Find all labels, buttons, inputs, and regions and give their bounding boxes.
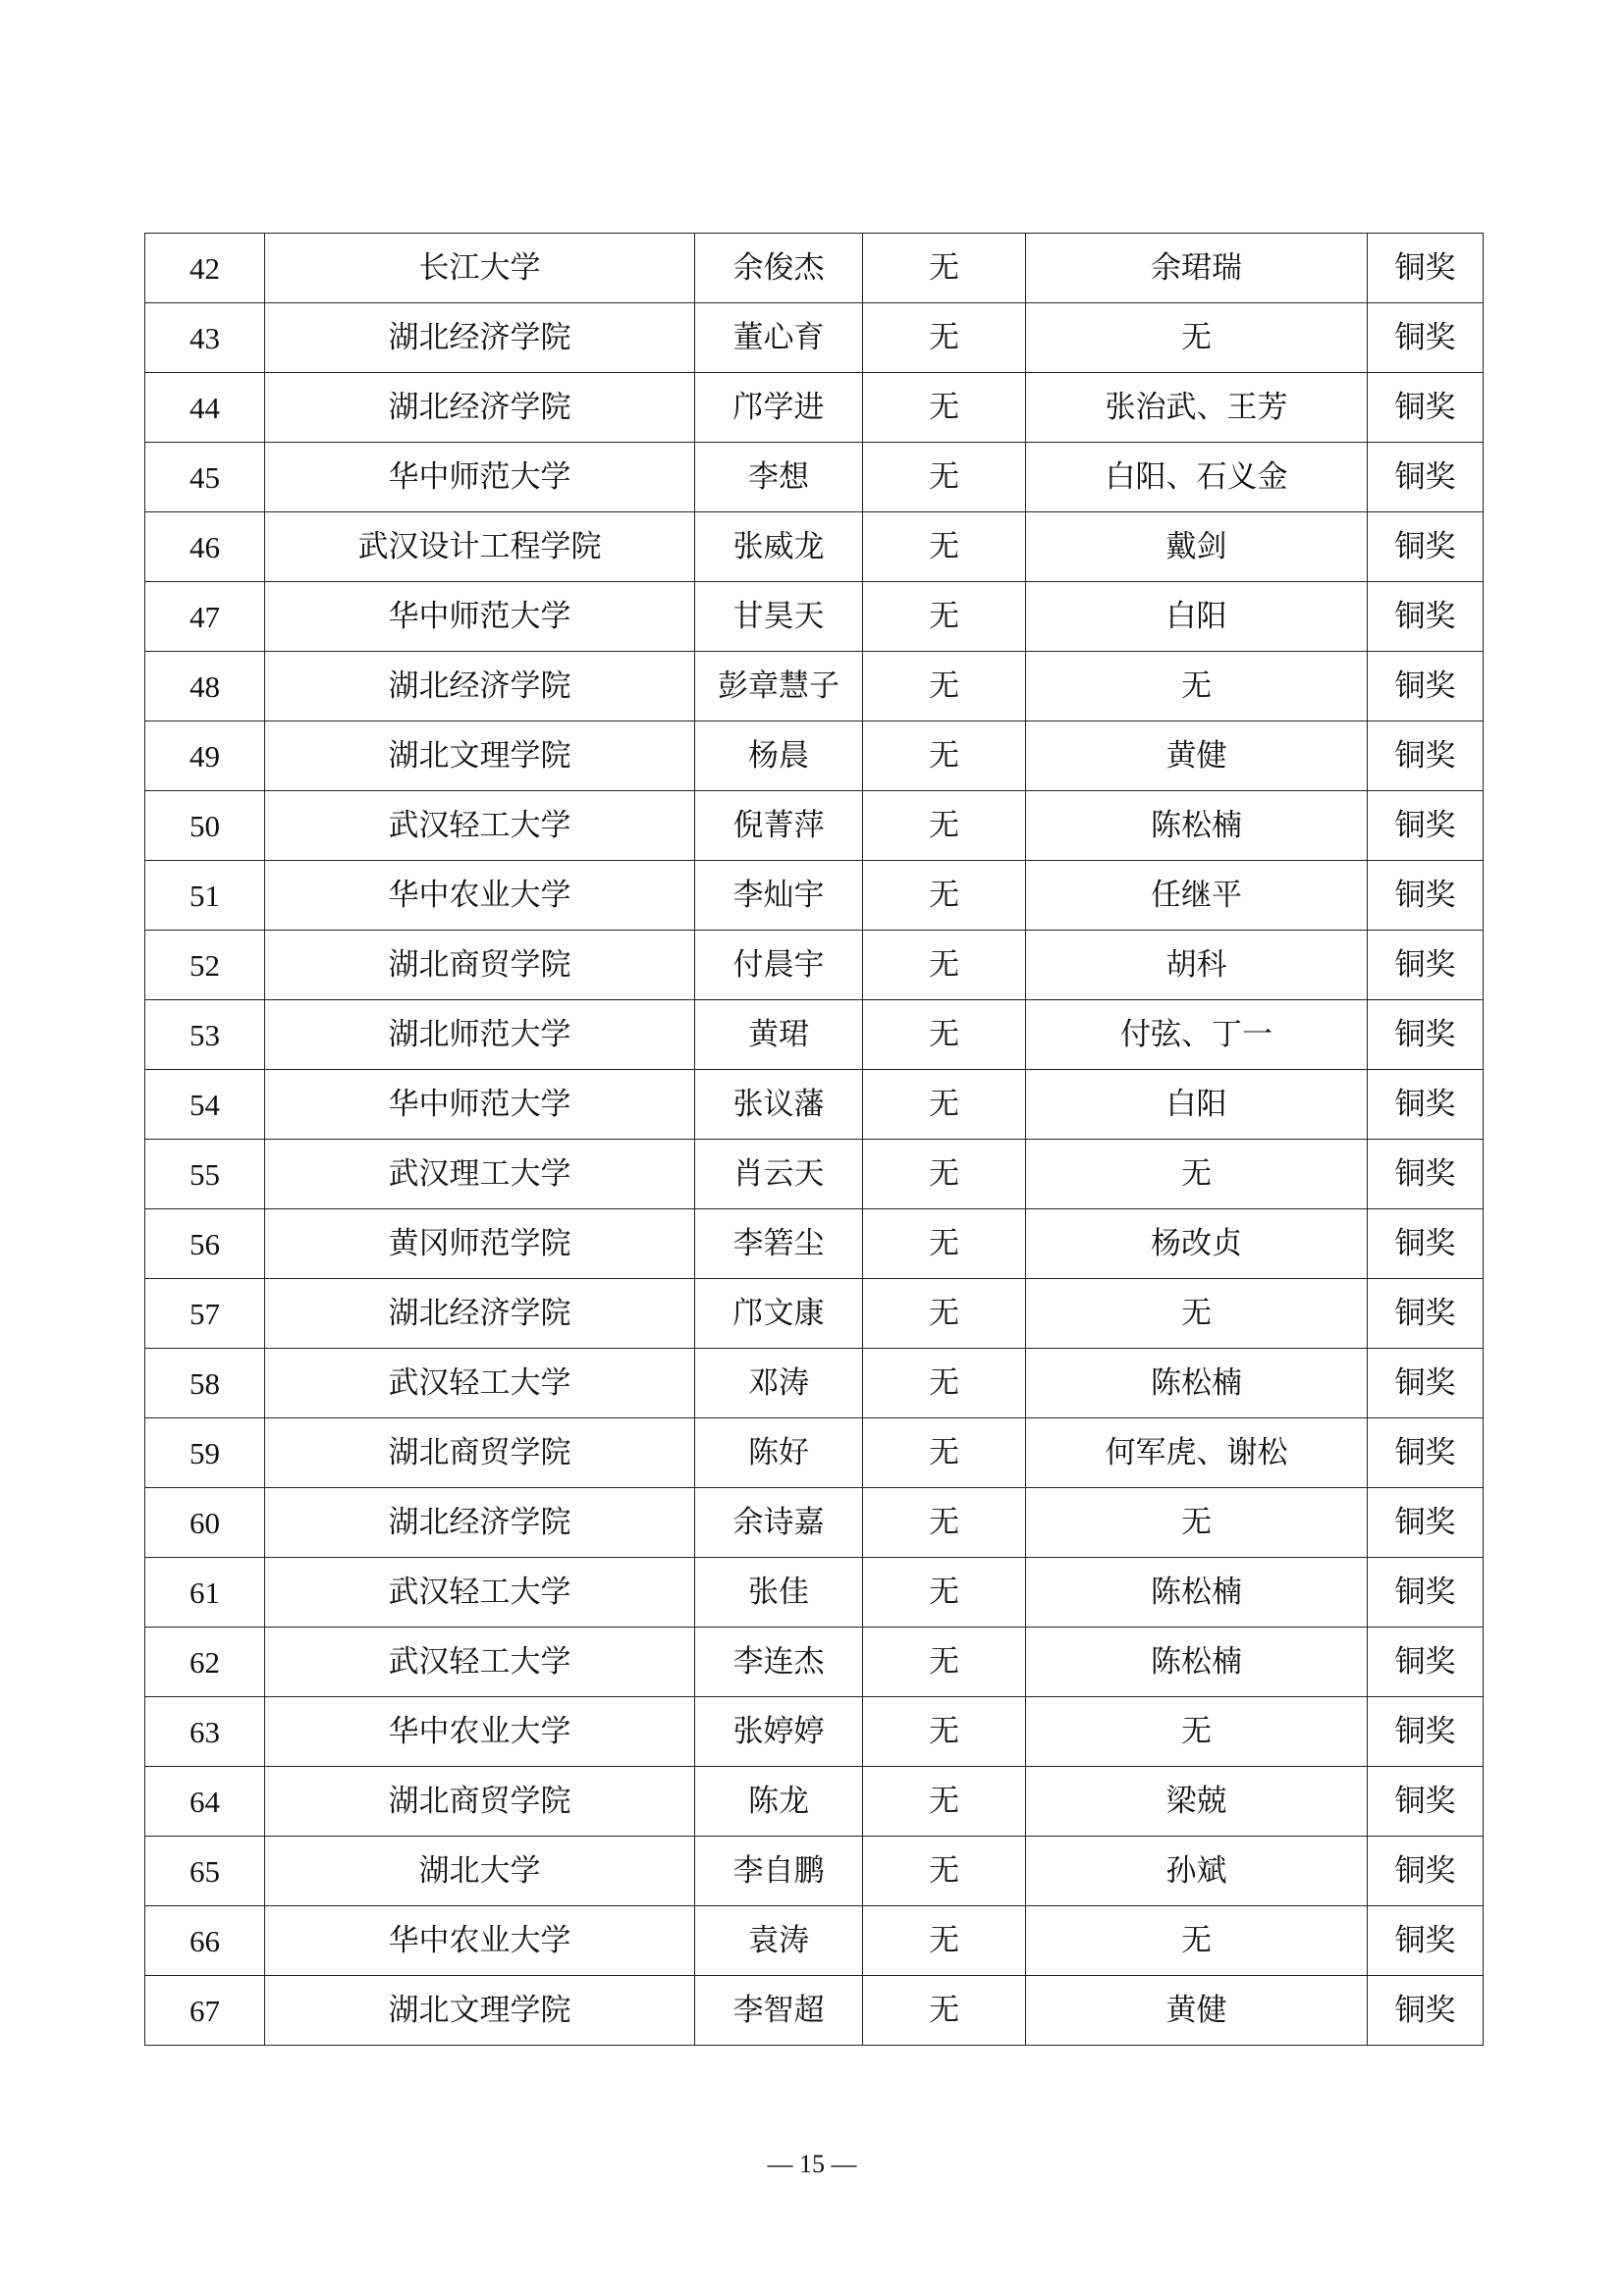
- table-row: [145, 1558, 1484, 1628]
- cell-team: 无: [863, 1488, 1026, 1558]
- cell-award: 铜奖: [1368, 1488, 1484, 1558]
- table-row: [145, 512, 1484, 582]
- cell-school: 湖北经济学院: [265, 1488, 695, 1558]
- cell-number: 47: [145, 582, 265, 652]
- cell-student: 李自鹏: [695, 1837, 863, 1906]
- cell-award: 铜奖: [1368, 234, 1484, 303]
- cell-student: 邝文康: [695, 1279, 863, 1349]
- table-row: [145, 373, 1484, 443]
- cell-team: 无: [863, 1976, 1026, 2046]
- cell-number: 66: [145, 1906, 265, 1976]
- page-number: — 15 —: [767, 2150, 857, 2178]
- cell-team: 无: [863, 1697, 1026, 1767]
- table-row: [145, 1906, 1484, 1976]
- cell-student: 张婷婷: [695, 1697, 863, 1767]
- cell-student: 张威龙: [695, 512, 863, 582]
- cell-student: 余诗嘉: [695, 1488, 863, 1558]
- cell-school: 华中师范大学: [265, 443, 695, 512]
- cell-number: 60: [145, 1488, 265, 1558]
- cell-team: 无: [863, 373, 1026, 443]
- cell-student: 李智超: [695, 1976, 863, 2046]
- cell-advisor: 陈松楠: [1026, 791, 1368, 861]
- cell-team: 无: [863, 1906, 1026, 1976]
- table-row: [145, 582, 1484, 652]
- cell-team: 无: [863, 1000, 1026, 1070]
- cell-student: 陈龙: [695, 1767, 863, 1837]
- cell-award: 铜奖: [1368, 303, 1484, 373]
- cell-award: 铜奖: [1368, 1976, 1484, 2046]
- cell-number: 56: [145, 1209, 265, 1279]
- cell-advisor: 陈松楠: [1026, 1558, 1368, 1628]
- cell-advisor: 黄健: [1026, 721, 1368, 791]
- cell-school: 湖北文理学院: [265, 721, 695, 791]
- cell-number: 46: [145, 512, 265, 582]
- table-row: [145, 1976, 1484, 2046]
- cell-award: 铜奖: [1368, 1140, 1484, 1209]
- cell-team: 无: [863, 861, 1026, 931]
- cell-number: 55: [145, 1140, 265, 1209]
- table-row: [145, 1628, 1484, 1697]
- cell-team: 无: [863, 1140, 1026, 1209]
- cell-school: 华中农业大学: [265, 1697, 695, 1767]
- cell-award: 铜奖: [1368, 1209, 1484, 1279]
- cell-advisor: 无: [1026, 1140, 1368, 1209]
- cell-award: 铜奖: [1368, 1837, 1484, 1906]
- cell-award: 铜奖: [1368, 1070, 1484, 1140]
- cell-advisor: 白阳: [1026, 582, 1368, 652]
- cell-advisor: 白阳、石义金: [1026, 443, 1368, 512]
- cell-school: 华中师范大学: [265, 1070, 695, 1140]
- table-row: [145, 721, 1484, 791]
- cell-school: 湖北经济学院: [265, 1279, 695, 1349]
- cell-student: 李想: [695, 443, 863, 512]
- cell-team: 无: [863, 652, 1026, 721]
- cell-award: 铜奖: [1368, 1349, 1484, 1418]
- cell-number: 49: [145, 721, 265, 791]
- cell-advisor: 张治武、王芳: [1026, 373, 1368, 443]
- cell-number: 50: [145, 791, 265, 861]
- cell-award: 铜奖: [1368, 373, 1484, 443]
- cell-award: 铜奖: [1368, 443, 1484, 512]
- cell-award: 铜奖: [1368, 652, 1484, 721]
- cell-award: 铜奖: [1368, 1767, 1484, 1837]
- table-row: [145, 1279, 1484, 1349]
- cell-advisor: 陈松楠: [1026, 1628, 1368, 1697]
- cell-student: 李连杰: [695, 1628, 863, 1697]
- cell-school: 湖北师范大学: [265, 1000, 695, 1070]
- table-row: [145, 1349, 1484, 1418]
- cell-school: 武汉设计工程学院: [265, 512, 695, 582]
- table-row: [145, 1209, 1484, 1279]
- cell-school: 武汉轻工大学: [265, 1558, 695, 1628]
- table-row: [145, 1488, 1484, 1558]
- table-row: [145, 1767, 1484, 1837]
- cell-award: 铜奖: [1368, 512, 1484, 582]
- cell-school: 湖北经济学院: [265, 652, 695, 721]
- cell-student: 张议藩: [695, 1070, 863, 1140]
- cell-student: 余俊杰: [695, 234, 863, 303]
- cell-number: 59: [145, 1418, 265, 1488]
- cell-school: 湖北经济学院: [265, 303, 695, 373]
- cell-school: 武汉轻工大学: [265, 1628, 695, 1697]
- cell-school: 华中农业大学: [265, 1906, 695, 1976]
- cell-student: 肖云天: [695, 1140, 863, 1209]
- cell-student: 甘昊天: [695, 582, 863, 652]
- cell-number: 44: [145, 373, 265, 443]
- cell-school: 湖北商贸学院: [265, 1767, 695, 1837]
- cell-advisor: 余珺瑞: [1026, 234, 1368, 303]
- cell-number: 42: [145, 234, 265, 303]
- cell-advisor: 戴剑: [1026, 512, 1368, 582]
- cell-team: 无: [863, 931, 1026, 1000]
- cell-award: 铜奖: [1368, 861, 1484, 931]
- cell-team: 无: [863, 582, 1026, 652]
- cell-number: 58: [145, 1349, 265, 1418]
- cell-award: 铜奖: [1368, 1000, 1484, 1070]
- cell-advisor: 无: [1026, 1906, 1368, 1976]
- cell-student: 彭章慧子: [695, 652, 863, 721]
- cell-school: 武汉理工大学: [265, 1140, 695, 1209]
- table-row: [145, 234, 1484, 303]
- cell-school: 武汉轻工大学: [265, 791, 695, 861]
- cell-award: 铜奖: [1368, 721, 1484, 791]
- cell-award: 铜奖: [1368, 582, 1484, 652]
- cell-team: 无: [863, 1349, 1026, 1418]
- table-row: [145, 861, 1484, 931]
- cell-advisor: 黄健: [1026, 1976, 1368, 2046]
- cell-school: 武汉轻工大学: [265, 1349, 695, 1418]
- cell-advisor: 杨改贞: [1026, 1209, 1368, 1279]
- cell-advisor: 无: [1026, 1697, 1368, 1767]
- cell-number: 48: [145, 652, 265, 721]
- cell-number: 45: [145, 443, 265, 512]
- table-row: [145, 1837, 1484, 1906]
- cell-advisor: 白阳: [1026, 1070, 1368, 1140]
- cell-school: 湖北经济学院: [265, 373, 695, 443]
- cell-number: 67: [145, 1976, 265, 2046]
- cell-number: 53: [145, 1000, 265, 1070]
- cell-team: 无: [863, 512, 1026, 582]
- cell-student: 杨晨: [695, 721, 863, 791]
- cell-advisor: 无: [1026, 303, 1368, 373]
- table-row: [145, 1000, 1484, 1070]
- cell-advisor: 任继平: [1026, 861, 1368, 931]
- cell-team: 无: [863, 1070, 1026, 1140]
- cell-school: 长江大学: [265, 234, 695, 303]
- table-row: [145, 303, 1484, 373]
- cell-number: 63: [145, 1697, 265, 1767]
- cell-team: 无: [863, 234, 1026, 303]
- cell-advisor: 陈松楠: [1026, 1349, 1368, 1418]
- table-row: [145, 1418, 1484, 1488]
- table-row: [145, 1697, 1484, 1767]
- cell-student: 邝学进: [695, 373, 863, 443]
- cell-team: 无: [863, 1837, 1026, 1906]
- cell-school: 黄冈师范学院: [265, 1209, 695, 1279]
- cell-student: 倪菁萍: [695, 791, 863, 861]
- cell-student: 袁涛: [695, 1906, 863, 1976]
- cell-school: 湖北大学: [265, 1837, 695, 1906]
- cell-number: 62: [145, 1628, 265, 1697]
- cell-student: 付晨宇: [695, 931, 863, 1000]
- cell-team: 无: [863, 721, 1026, 791]
- cell-award: 铜奖: [1368, 1558, 1484, 1628]
- cell-number: 43: [145, 303, 265, 373]
- cell-team: 无: [863, 1628, 1026, 1697]
- cell-student: 张佳: [695, 1558, 863, 1628]
- cell-number: 57: [145, 1279, 265, 1349]
- cell-student: 李灿宇: [695, 861, 863, 931]
- cell-award: 铜奖: [1368, 1418, 1484, 1488]
- cell-number: 52: [145, 931, 265, 1000]
- cell-student: 李箬尘: [695, 1209, 863, 1279]
- cell-advisor: 付弦、丁一: [1026, 1000, 1368, 1070]
- cell-number: 61: [145, 1558, 265, 1628]
- table-row: [145, 791, 1484, 861]
- table-row: [145, 443, 1484, 512]
- cell-team: 无: [863, 443, 1026, 512]
- cell-student: 邓涛: [695, 1349, 863, 1418]
- cell-advisor: 无: [1026, 1488, 1368, 1558]
- cell-advisor: 孙斌: [1026, 1837, 1368, 1906]
- cell-advisor: 何军虎、谢松: [1026, 1418, 1368, 1488]
- cell-award: 铜奖: [1368, 1906, 1484, 1976]
- table-row: [145, 1140, 1484, 1209]
- cell-team: 无: [863, 1209, 1026, 1279]
- cell-advisor: 无: [1026, 1279, 1368, 1349]
- table-row: [145, 931, 1484, 1000]
- cell-award: 铜奖: [1368, 1279, 1484, 1349]
- cell-school: 湖北文理学院: [265, 1976, 695, 2046]
- cell-number: 51: [145, 861, 265, 931]
- cell-school: 湖北商贸学院: [265, 931, 695, 1000]
- cell-number: 54: [145, 1070, 265, 1140]
- table-row: [145, 652, 1484, 721]
- cell-number: 65: [145, 1837, 265, 1906]
- cell-award: 铜奖: [1368, 1628, 1484, 1697]
- cell-award: 铜奖: [1368, 791, 1484, 861]
- cell-team: 无: [863, 1558, 1026, 1628]
- cell-team: 无: [863, 303, 1026, 373]
- cell-number: 64: [145, 1767, 265, 1837]
- cell-team: 无: [863, 1279, 1026, 1349]
- cell-team: 无: [863, 1418, 1026, 1488]
- cell-student: 黄珺: [695, 1000, 863, 1070]
- awards-table: [144, 233, 1484, 2046]
- cell-school: 华中师范大学: [265, 582, 695, 652]
- cell-award: 铜奖: [1368, 1697, 1484, 1767]
- awards-table-body: [145, 234, 1484, 2046]
- cell-school: 湖北商贸学院: [265, 1418, 695, 1488]
- cell-student: 董心育: [695, 303, 863, 373]
- cell-award: 铜奖: [1368, 931, 1484, 1000]
- cell-advisor: 胡科: [1026, 931, 1368, 1000]
- cell-team: 无: [863, 791, 1026, 861]
- cell-advisor: 梁兢: [1026, 1767, 1368, 1837]
- cell-school: 华中农业大学: [265, 861, 695, 931]
- table-row: [145, 1070, 1484, 1140]
- cell-advisor: 无: [1026, 652, 1368, 721]
- cell-student: 陈好: [695, 1418, 863, 1488]
- cell-team: 无: [863, 1767, 1026, 1837]
